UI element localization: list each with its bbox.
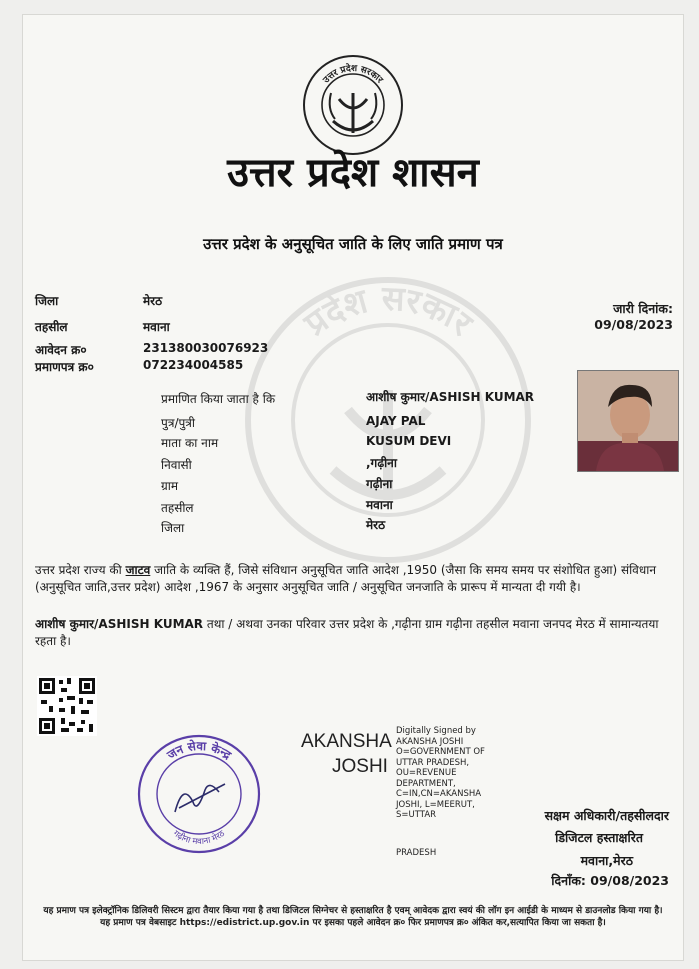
statement-part-b: जाति के व्यक्ति हैं, जिसे संविधान अनुसूचित जाति आदेश ,1950 (जैसा कि समय समय पर संशोधित हुआ) संविधान (अनुसूचित जाति,उत्तर प्रदेश) आदेश ,1967 के अनुसार अनुसूचित जाति / अनुसूचित जनजाति के प्रारूप में मान्यता दी गयी है।	[35, 563, 656, 594]
residence-paragraph	[35, 616, 675, 650]
jan-seva-kendra-seal	[135, 732, 263, 856]
authority-place: मवाना,मेरठ	[580, 853, 633, 868]
resident-label: निवासी	[161, 458, 192, 472]
certificate-page	[22, 14, 684, 961]
svg-text:प्रदेश सरकार	[296, 279, 480, 345]
qr-code	[37, 676, 97, 736]
certificate-title: उत्तर प्रदेश के अनुसूचित जाति के लिए जाति प्रमाण पत्र	[203, 235, 503, 253]
father-name: AJAY PAL	[366, 414, 426, 428]
signer-name-line1: AKANSHA	[301, 731, 392, 752]
person-name: आशीष कुमार/ASHISH KUMAR	[366, 390, 535, 404]
statement-paragraph	[35, 562, 675, 596]
caste-name: जाटव	[125, 563, 151, 577]
issue-date-value: 09/08/2023	[594, 317, 673, 332]
authority-title: सक्षम अधिकारी/तहसीलदार	[544, 808, 669, 823]
village-value: गढ़ीना	[366, 477, 393, 491]
district-label: जिला	[35, 294, 59, 308]
mother-label: माता का नाम	[161, 436, 219, 450]
certify-label: प्रमाणित किया जाता है कि	[161, 392, 276, 406]
application-value: 231380030076923	[143, 341, 269, 355]
district-value: मेरठ	[143, 294, 163, 308]
certificate-number-value: 072234004585	[143, 358, 244, 372]
resident-value: ,गढ़ीना	[366, 456, 397, 470]
applicant-photo	[577, 370, 679, 472]
person-district-value: मेरठ	[366, 518, 386, 532]
seal-bottom-text: गढ़ीना मवाना मेरठ	[171, 828, 227, 848]
svg-text:गढ़ीना मवाना मेरठ	[171, 828, 228, 847]
issue-date-label: जारी दिनांक:	[613, 301, 673, 316]
emblem-text: उत्तर प्रदेश सरकार	[321, 63, 385, 86]
digital-signature-details: Digitally Signed by AKANSHA JOSHI O=GOVERNMENT OF UTTAR PRADESH, OU=REVENUE DEPARTMENT, C=IN,CN=AKANSHA JOSHI, L=MEERUT, S=UTTAR	[396, 726, 485, 820]
residence-person-name: आशीष कुमार/ASHISH KUMAR	[35, 617, 204, 631]
residence-text: तथा / अथवा उनका परिवार उत्तर प्रदेश के ,गढ़ीना ग्राम गढ़ीना तहसील मवाना जनपद मेरठ में सामान्यतया रहता है।	[35, 617, 659, 648]
application-label: आवेदन क्र०	[35, 343, 87, 357]
authority-date: दिनाँक: 09/08/2023	[551, 873, 669, 888]
government-title: उत्तर प्रदेश शासन	[227, 149, 479, 196]
person-tehsil-value: मवाना	[366, 498, 393, 512]
watermark-text: प्रदेश सरकार	[297, 278, 480, 345]
father-label: पुत्र/पुत्री	[161, 416, 196, 430]
authority-signed: डिजिटल हस्ताक्षरित	[555, 830, 643, 845]
person-district-label: जिला	[161, 521, 185, 535]
statement-part-a: उत्तर प्रदेश राज्य की	[35, 563, 122, 577]
village-label: ग्राम	[161, 479, 179, 493]
certificate-number-label: प्रमाणपत्र क्र०	[35, 360, 94, 374]
svg-text:जन सेवा केन्द्र	[164, 739, 234, 763]
digital-signature-tail: PRADESH	[396, 848, 437, 858]
tehsil-label: तहसील	[35, 320, 68, 334]
mother-name: KUSUM DEVI	[366, 434, 452, 448]
signer-name-line2: JOSHI	[332, 756, 388, 777]
tehsil-value: मवाना	[143, 320, 170, 334]
seal-top-text: जन सेवा केन्द्र	[164, 738, 234, 763]
up-government-emblem	[301, 53, 405, 157]
footer-note: यह प्रमाण पत्र इलेक्ट्रॉनिक डिलिवरी सिस्टम द्वारा तैयार किया गया है तथा डिजिटल सिग्नेचर से हस्ताक्षरित है एवम् आवेदक द्वारा स्वयं की लॉग इन आईडी के माध्यम से डाउनलोड किया गया है। यह प्रमाण पत्र वेबसाइट https://edistrict.up.gov.in पर इसका पहले आवेदन क्र० फिर प्रमाणपत्र क्र० अंकित कर,सत्यापित किया जा सकता है।	[43, 906, 663, 928]
person-tehsil-label: तहसील	[161, 501, 194, 515]
